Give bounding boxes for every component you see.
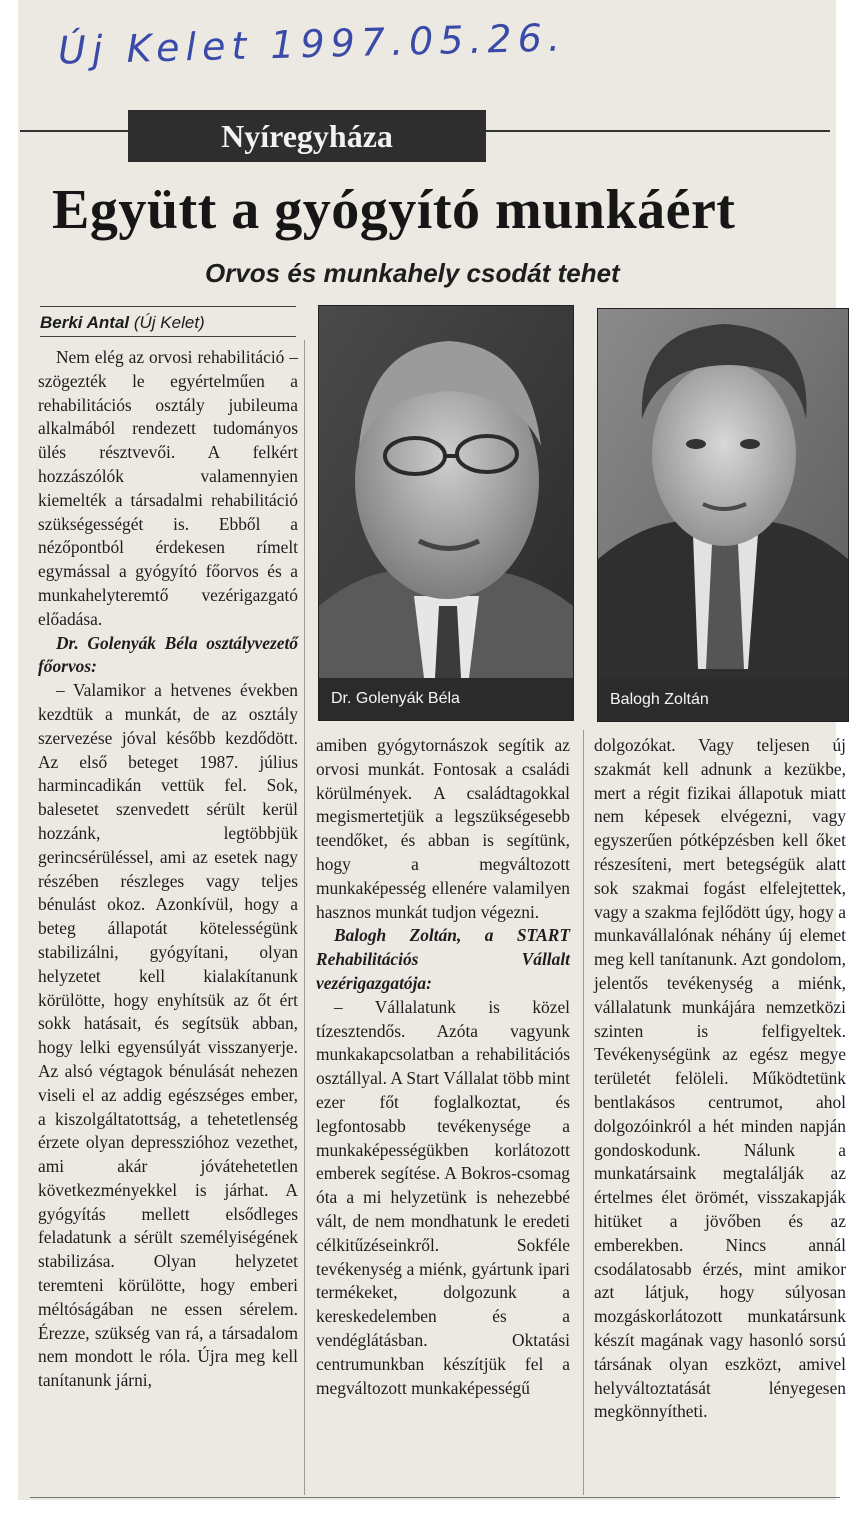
photo-balogh [597,308,849,722]
column-divider [583,730,584,1495]
portrait-image [319,306,573,720]
intro-paragraph: Nem elég az orvosi rehabilitáció – szögezték le egyértelműen a rehabilitációs osztály jubileuma alkalmából rendezett tudományos ülés résztvevői. A felkért hozzászólók valamennyien kiemelték a társadalmi rehabilitáció szükségességét is. Ebből a nézőpontból érdekesen rímelt egymással a gyógyító főorvos és a munkahelyteremtő vezérigazgató előadása. [38,347,298,629]
body-paragraph: dolgozókat. Vagy teljesen új szakmát kell adnunk a kezükbe, mert a régit fizikai állapotuk miatt nem képesek elvégezni, vagy egyszerűen pótképzésben kell őket részesíteni, mert betegségük alatt sok szakmai fogást elfelejtettek, vagy a szakma fejlődött úgy, hogy a munkavállalónak néhány új elemet meg kell tanítanunk. Azt gondolom, jelentős tevékenység a miénk, vállalatunk munkájára nemzetközi szinten is felfigyeltek. Tevékenységünk az egész megye területét felöleli. Működtetünk bentlakásos centrumot, ahol dolgozóinkról a hét minden napján gondoskodunk. Nálunk a munkatársaink megtalálják az értelmes élet örömét, visszakapják hitüket a jövőben és az emberekben. Nincs annál csodálatosabb érzés, mint amikor azt látjuk, hogy súlyosan mozgáskorlátozott munkatársunk készít magának vagy hasonló sorsú társának olyan eszközt, amivel helyváltoztatását lényegesen megkönnyítheti. [594,735,846,1422]
column-divider [304,340,305,1495]
article-column-3 [594,734,846,1424]
body-paragraph: – Vállalatunk is közel tízesztendős. Azóta vagyunk munkakapcsolatban a rehabilitációs osztállyal. A Start Vállalat több mint ezer főt foglalkoztat, és legfontosabb tevékenysége a munkaképességükben korlátozott emberek segítése. A Bokros-csomag óta a mi helyzetünk is nehezebbé vált, de nem mondhatunk le eredeti célkitűzéseinkről. Sokféle tevékenység a miénk, gyártunk ipari termékeket, dolgozunk a kereskedelemben és a vendéglátásban. Oktatási centrumunkban készítjük fel a megváltozott munkaképességű [316,996,570,1398]
bottom-rule [30,1497,840,1498]
byline-rule-bottom [40,336,296,337]
speaker-heading: Balogh Zoltán, a START Rehabilitációs Vállalt vezérigazgatója: [316,925,570,993]
speaker-heading: Dr. Golenyák Béla osztályvezető főorvos: [38,632,298,677]
handwritten-date-note: Új Kelet 1997.05.26. [57,15,567,73]
body-paragraph: amiben gyógytornászok segítik az orvosi munkát. Fontosak a családi körülmények. A családtagokkal megismertetjük a legszükségesebb teendőket, és abban is segítünk, hogy a megváltozott munkaképesség ellenére valamilyen hasznos munkát tudjon végezni. [316,735,570,922]
byline-author: Berki Antal [40,313,130,332]
byline-rule-top [40,306,296,307]
photo-golenyak [318,305,574,721]
photo-caption: Dr. Golenyák Béla [319,678,573,720]
subheadline: Orvos és munkahely csodát tehet [205,258,620,288]
section-label: Nyíregyháza [128,110,486,162]
byline-source: (Új Kelet) [133,313,205,332]
photo-caption: Balogh Zoltán [598,679,848,721]
headline: Együtt a gyógyító munkáért [52,179,736,241]
portrait-image [598,309,848,721]
body-paragraph: – Valamikor a hetvenes években kezdtük a munkát, de az osztály szervezése jóval később kezdődött. Az első beteget 1987. július harmincadikán vettük fel. Sok, balesetet szenvedett sérült kerül hozzánk, legtöbbjük gerincsérüléssel, ami az esetek nagy részében részleges vagy teljes bénulást okoz. Azonkívül, hogy a beteg állapotát kötelességünk stabilizálni, gyógyítani, olyan helyzetet kell kialakítanunk körülötte, hogy enyhítsük az őt ért sokk hatásait, és segítsük abban, hogy lelki egyensúlyát visszanyerje. Az alsó végtagok bénulását nehezen viseli el az addig egészséges ember, a kiszolgáltatottság, a tehetetlenség érzete olyan depresszióhoz vezethet, ami akár jóvátehetetlen következményekkel is járhat. A gyógyítás mellett elsődleges feladatunk a sérült személyiségének stabilizása. Olyan helyzetet teremteni körülötte, hogy emberi méltóságában ne essen sérelem. Érezze, szükség van rá, a társadalom nem mondott le róla. Újra meg kell tanítanunk járni, [38,680,298,1391]
article-column-1 [38,346,298,1393]
byline [40,313,205,333]
article-column-2 [316,734,570,1400]
